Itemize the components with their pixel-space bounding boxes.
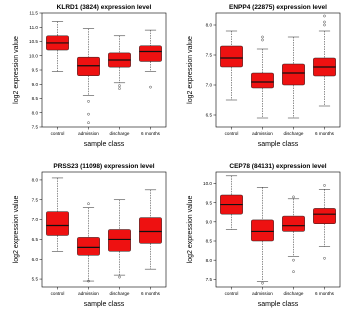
y-tick-label: 8.0: [31, 177, 38, 183]
y-tick-label: 7.5: [205, 52, 212, 58]
iqr-box: [251, 73, 273, 88]
y-axis-label: log2 expression value: [13, 195, 20, 264]
y-tick-label: 7.5: [31, 197, 38, 203]
x-tick-label: 6 months: [315, 131, 334, 136]
y-tick-label: 8.0: [31, 110, 38, 116]
y-axis-label: log2 expression value: [187, 195, 194, 264]
x-axis-label: sample class: [257, 141, 299, 148]
y-tick-label: 7.0: [205, 82, 212, 88]
x-axis-label: sample class: [83, 141, 125, 148]
y-tick-label: 7.5: [31, 124, 38, 130]
x-tick-label: discharge: [109, 291, 130, 296]
y-tick-label: 10.5: [29, 39, 38, 45]
x-tick-label: discharge: [283, 291, 304, 296]
y-tick-label: 8.0: [205, 257, 212, 263]
x-tick-label: admission: [78, 131, 99, 136]
chart-panel-1: [13, 4, 166, 148]
y-tick-label: 9.0: [31, 81, 38, 87]
x-tick-label: control: [224, 291, 239, 296]
y-tick-label: 5.5: [31, 276, 38, 282]
x-tick-label: admission: [252, 131, 273, 136]
y-tick-label: 9.0: [205, 219, 212, 225]
y-tick-label: 10.0: [29, 53, 38, 59]
iqr-box: [77, 57, 99, 76]
y-tick-label: 8.5: [31, 96, 38, 102]
y-tick-label: 6.5: [31, 237, 38, 243]
y-tick-label: 8.5: [205, 238, 212, 244]
iqr-box: [108, 230, 130, 252]
y-tick-label: 6.5: [205, 112, 212, 118]
chart-title: CEP78 (84131) expression level: [229, 163, 327, 170]
x-tick-label: 6 months: [315, 291, 334, 296]
y-tick-label: 9.5: [205, 200, 212, 206]
iqr-box: [77, 237, 99, 255]
chart-title: KLRD1 (3824) expression level: [56, 4, 152, 11]
x-axis-label: sample class: [83, 301, 125, 308]
chart-title: PRSS23 (11098) expression level: [53, 163, 155, 170]
iqr-box: [46, 212, 68, 236]
y-tick-label: 8.0: [205, 22, 212, 28]
x-tick-label: admission: [78, 291, 99, 296]
chart-panel-3: [13, 163, 166, 308]
x-tick-label: discharge: [283, 131, 304, 136]
y-tick-label: 7.5: [205, 276, 212, 282]
x-tick-label: discharge: [109, 131, 130, 136]
y-tick-label: 10.0: [203, 181, 212, 187]
x-tick-label: control: [50, 291, 65, 296]
iqr-box: [313, 208, 335, 223]
chart-panel-4: [187, 163, 340, 308]
iqr-box: [139, 218, 161, 244]
x-tick-label: 6 months: [141, 291, 160, 296]
chart-panel-2: [187, 4, 340, 148]
y-tick-label: 11.5: [29, 10, 38, 16]
x-tick-label: admission: [252, 291, 273, 296]
x-tick-label: 6 months: [141, 131, 160, 136]
y-tick-label: 6.0: [31, 256, 38, 262]
iqr-box: [282, 64, 304, 85]
y-axis-label: log2 expression value: [187, 36, 194, 104]
iqr-box: [220, 46, 242, 67]
iqr-box: [251, 220, 273, 241]
iqr-box: [139, 46, 161, 62]
x-axis-label: sample class: [257, 301, 299, 308]
y-tick-label: 9.5: [31, 67, 38, 73]
chart-title: ENPP4 (22875) expression level: [229, 4, 327, 11]
x-tick-label: control: [224, 131, 239, 136]
x-tick-label: control: [50, 131, 65, 136]
y-tick-label: 7.0: [31, 217, 38, 223]
y-axis-label: log2 expression value: [13, 36, 20, 104]
iqr-box: [282, 216, 304, 231]
y-tick-label: 11.0: [29, 24, 38, 30]
